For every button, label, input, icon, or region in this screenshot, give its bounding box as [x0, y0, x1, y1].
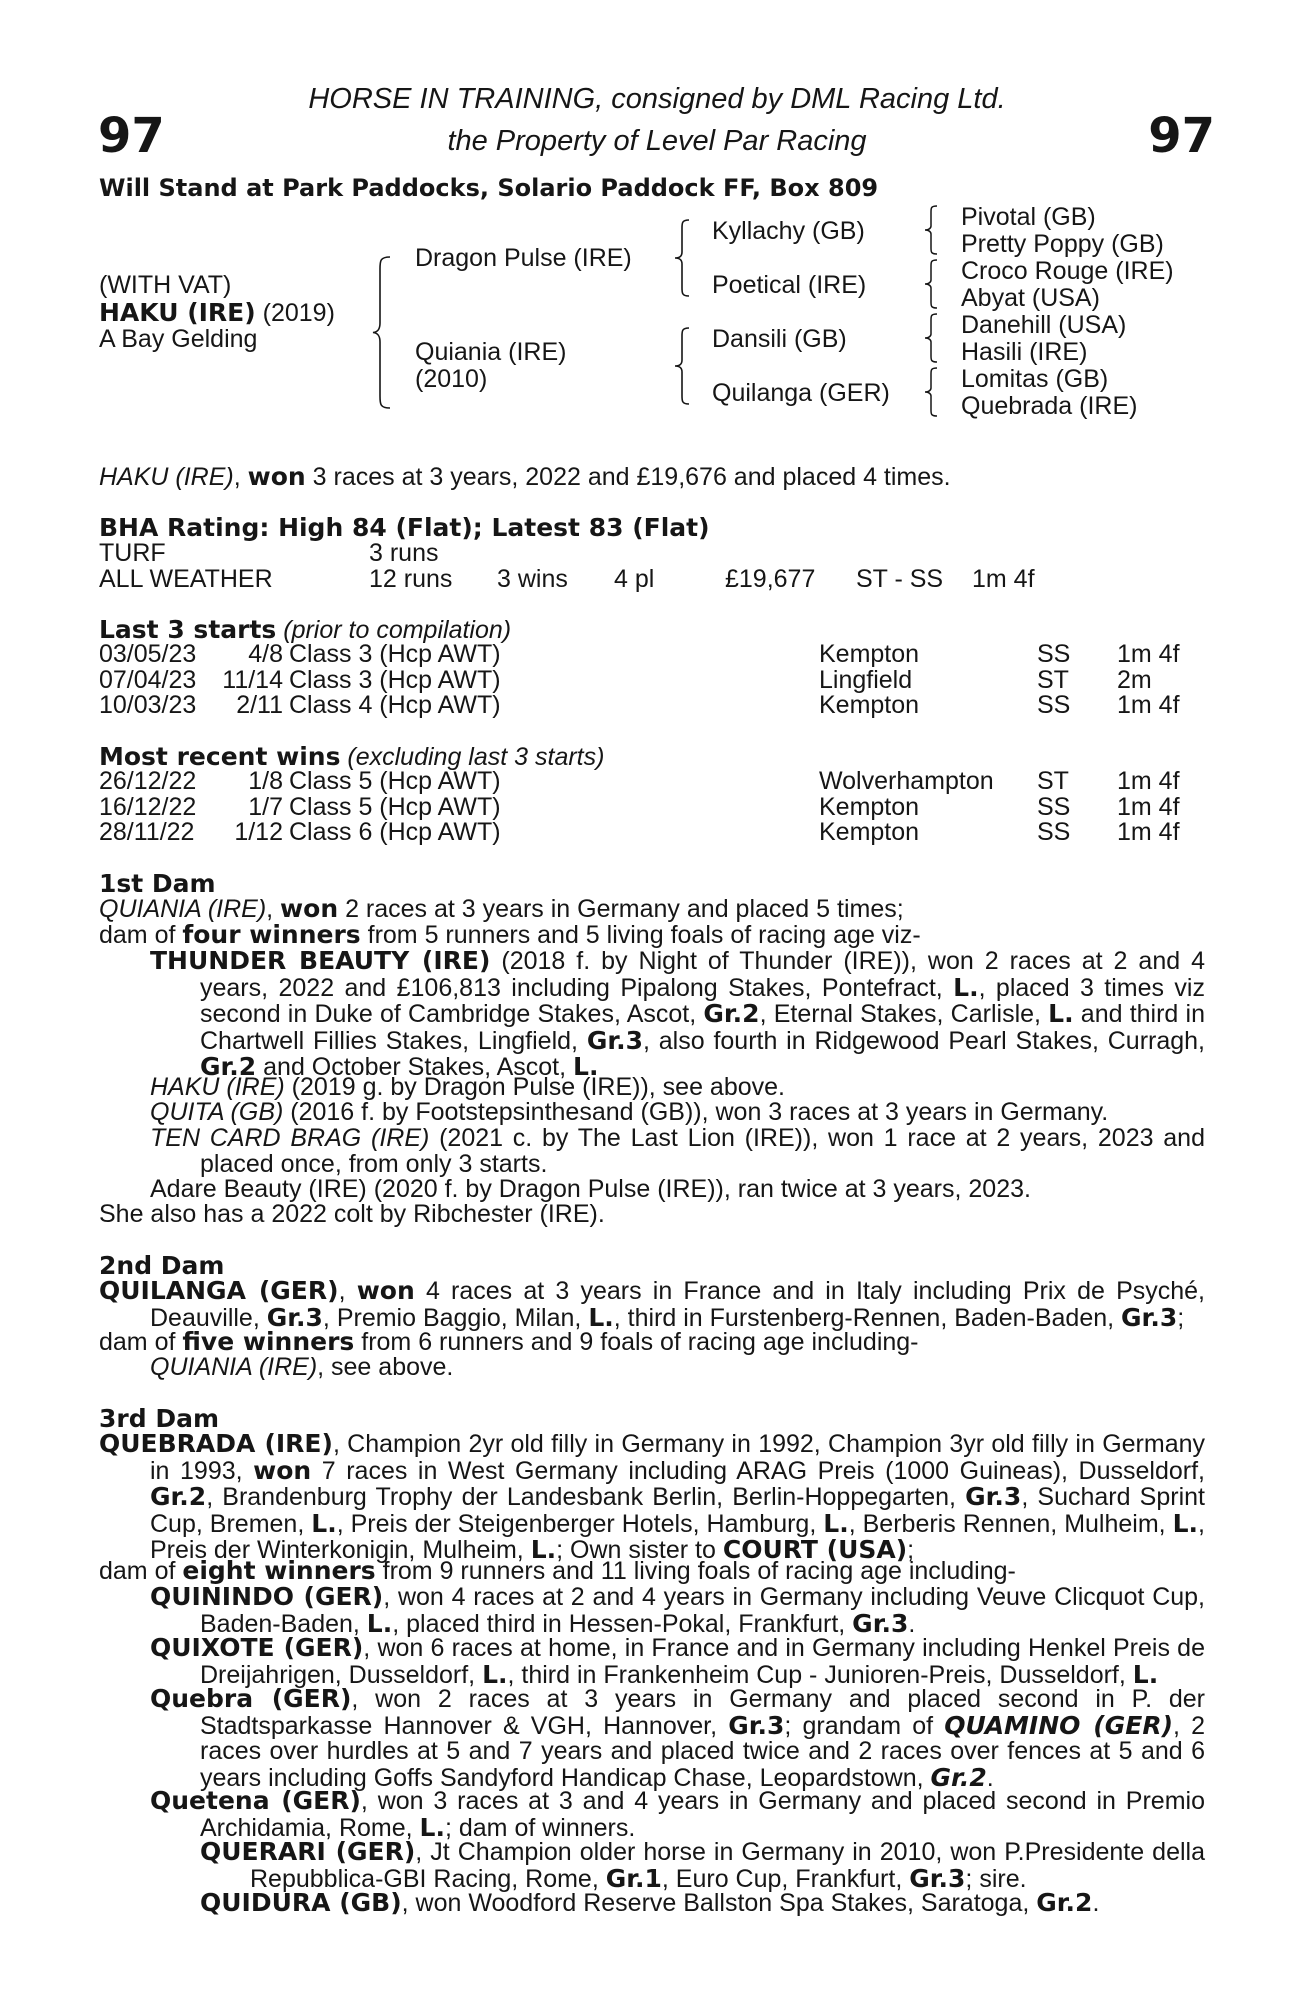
second-dam-text: L.: [588, 1302, 614, 1332]
progeny-name: HAKU (IRE): [150, 1073, 285, 1101]
grand-progeny-entry: [200, 1888, 1205, 1917]
last-3-date: 07/04/23: [99, 665, 197, 694]
pedigree-brace-4: [922, 204, 940, 256]
last-3-note: (prior to compilation): [276, 616, 512, 644]
lot-number-left: 97: [98, 108, 165, 164]
third-dam-text: from 9 runners and 11 living foals of racing age including-: [375, 1557, 1016, 1585]
last-3-title: Last 3 starts: [99, 615, 277, 644]
progeny-text: Gr.2: [200, 1052, 257, 1081]
pedigree-dsd: Hasili (IRE): [961, 338, 1088, 366]
progeny-text: , 2 races over hurdles at 5 and 7 years and placed twice and 2 races over fences at 5 and 6 years including Goffs Sandyford Handicap Chase, Leopardstown,: [200, 1711, 1205, 1792]
first-dam-text: 2 races at 3 years in Germany and placed 5 times;: [338, 895, 904, 923]
second-dam-text: 4 races at 3 years in France and in Italy including Prix de Psyché, Deauville,: [150, 1277, 1205, 1332]
last-3-course: Kempton: [819, 691, 920, 719]
progeny-text: ; grandam of: [784, 1711, 945, 1740]
recent-win-surface: SS: [1037, 818, 1071, 846]
progeny-text: and October Stakes, Ascot,: [256, 1053, 574, 1081]
pedigree-sire: Dragon Pulse (IRE): [415, 244, 632, 272]
third-dam-text: , Preis der Steigenberger Hotels, Hamburg,: [336, 1509, 824, 1538]
third-dam-text: , Suchard Sprint Cup, Bremen,: [150, 1483, 1205, 1538]
progeny-text: , also fourth in Ridgewood Pearl Stakes, Curragh,: [643, 1026, 1205, 1055]
aw-label: ALL WEATHER: [99, 565, 273, 593]
grand-progeny-text: QUERARI (GER): [200, 1837, 416, 1866]
progeny-text: , Eternal Stakes, Carlisle,: [759, 1000, 1049, 1028]
aw-surface: ST - SS: [856, 565, 944, 593]
third-dam-text: Gr.2: [150, 1482, 207, 1511]
progeny-entry: [150, 1786, 1205, 1842]
progeny-text: , won 3 races at 3 and 4 years in Germany and placed second in Premio Archidamia, Rome,: [200, 1787, 1205, 1842]
progeny-text: Quebra (GER): [150, 1684, 352, 1713]
progeny-name: Adare Beauty (IRE): [150, 1175, 367, 1203]
third-dam-text: ;: [907, 1536, 915, 1564]
first-dam-intro: [99, 896, 1205, 923]
second-dam-text: Gr.3: [1121, 1302, 1178, 1332]
recent-win-surface: ST: [1037, 767, 1069, 795]
recent-wins-title: Most recent wins: [99, 742, 341, 771]
third-dam-text: Gr.3: [965, 1482, 1022, 1511]
third-dam-text: , Champion 2yr old filly in Germany in 1992, Champion 3yr old filly in Germany in 1993,: [150, 1430, 1205, 1485]
pedigree-ddd: Quebrada (IRE): [961, 392, 1138, 420]
progeny-text: , placed third in Hessen-Pokal, Frankfurt,: [392, 1609, 853, 1638]
second-dam-text: , Premio Baggio, Milan,: [322, 1303, 589, 1332]
first-dam-heading: 1st Dam: [99, 869, 216, 898]
first-dam-text: QUIANIA (IRE): [99, 895, 267, 923]
third-dam-dam-of: [99, 1558, 1205, 1585]
vat-note: (WITH VAT): [99, 271, 232, 299]
recent-win-class: Class 6 (Hcp AWT): [289, 818, 501, 846]
race-summary: [99, 464, 951, 491]
progeny-text: L.: [1048, 999, 1074, 1028]
second-dam-text: , third in Furstenberg-Rennen, Baden-Baden,: [613, 1303, 1122, 1332]
property-line: the Property of Level Par Racing: [447, 125, 867, 157]
horse-description: A Bay Gelding: [99, 325, 258, 353]
grand-progeny-text: .: [1092, 1889, 1100, 1917]
turf-runs: 3 runs: [369, 539, 439, 567]
third-dam-text: QUEBRADA (IRE): [99, 1429, 333, 1458]
last-3-course: Kempton: [819, 640, 920, 668]
recent-win-pos: 1/12: [234, 818, 283, 846]
progeny-text: L.: [1132, 1659, 1159, 1689]
grand-progeny-text: Gr.1: [605, 1863, 662, 1893]
third-dam-text: dam of: [99, 1557, 183, 1585]
progeny-text: ; dam of winners.: [444, 1813, 636, 1842]
grand-progeny-text: , won Woodford Reserve Ballston Spa Stakes, Saratoga,: [401, 1889, 1037, 1917]
grand-progeny-entry: [200, 1837, 1205, 1893]
progeny-text: (2018 f. by Night of Thunder (IRE)), won 2 races at 2 and 4 years, 2022 and £106,813 including Pipalong Stakes, Pontefract,: [200, 947, 1206, 1002]
aw-distance: 1m 4f: [972, 565, 1035, 593]
third-dam-text: L.: [530, 1535, 557, 1564]
progeny-text: Gr.3: [586, 1025, 643, 1055]
recent-wins-note: (excluding last 3 starts): [340, 743, 605, 771]
first-dam-text: four winners: [182, 920, 361, 949]
recent-win-dist: 1m 4f: [1117, 767, 1180, 795]
bha-rating: BHA Rating: High 84 (Flat); Latest 83 (Flat): [99, 513, 710, 542]
recent-win-class: Class 5 (Hcp AWT): [289, 792, 501, 821]
first-dam-text: ,: [266, 895, 281, 923]
last-3-class: Class 3 (Hcp AWT): [289, 640, 501, 668]
grand-progeny-text: , Euro Cup, Frankfurt,: [661, 1864, 910, 1893]
summary-won: won: [247, 462, 306, 491]
pedigree-sss: Pivotal (GB): [961, 203, 1096, 231]
progeny-text: Gr.2: [930, 1762, 987, 1792]
pedigree-dss: Danehill (USA): [961, 311, 1127, 339]
aw-earnings: £19,677: [725, 565, 816, 593]
pedigree-brace-5: [922, 258, 940, 310]
progeny-text: and third in Chartwell Fillies Stakes, Lingfield,: [200, 1000, 1205, 1055]
recent-win-pos: 1/7: [248, 792, 283, 821]
pedigree-brace-7: [922, 366, 940, 418]
progeny-text: , third in Frankenheim Cup - Junioren-Preis, Dusseldorf,: [507, 1660, 1133, 1689]
last-3-date: 03/05/23: [99, 640, 197, 668]
progeny-text: , won 6 races at home, in France and in Germany including Henkel Preis de Dreijahrigen, Dusseldorf,: [200, 1634, 1205, 1689]
first-dam-dam-of: [99, 922, 1205, 949]
horse-title: [99, 299, 335, 327]
second-dam-heading: 2nd Dam: [99, 1251, 225, 1280]
horse-year: (2019): [255, 299, 335, 327]
progeny-text: .: [986, 1763, 994, 1792]
progeny-text: L.: [482, 1659, 508, 1689]
progeny-text: L.: [573, 1052, 599, 1081]
pedigree-sire-dam: Poetical (IRE): [712, 271, 867, 299]
third-dam-heading: 3rd Dam: [99, 1404, 219, 1433]
recent-win-surface: SS: [1037, 792, 1071, 821]
third-dam-text: , Preis der Winterkonigin, Mulheim,: [150, 1509, 1205, 1564]
second-dam-text: from 6 runners and 9 foals of racing age including-: [354, 1328, 919, 1356]
progeny-entry: [150, 1175, 1205, 1203]
progeny-text: (2021 c. by The Last Lion (IRE)), won 1 race at 2 years, 2023 and placed once, from only 3 starts.: [200, 1124, 1205, 1178]
summary-comma: ,: [233, 463, 248, 491]
second-dam-dam-of: [99, 1329, 1205, 1356]
recent-win-course: Wolverhampton: [819, 767, 994, 795]
aw-runs: 12 runs: [369, 565, 453, 593]
last-3-pos: 11/14: [222, 665, 283, 694]
progeny-entry: [150, 1124, 1205, 1178]
third-dam-text: , Berberis Rennen, Mulheim,: [848, 1509, 1173, 1538]
second-dam-progeny-text: , see above.: [317, 1353, 454, 1381]
pedigree-dam-sire: Dansili (GB): [712, 325, 847, 353]
progeny-text: , won 2 races at 3 years in Germany and placed second in P. der Stadtsparkasse Hannover & VGH, Hannover,: [200, 1685, 1205, 1740]
third-dam-body: [99, 1429, 1205, 1564]
pedigree-brace-1: [370, 255, 394, 410]
progeny-name: TEN CARD BRAG (IRE): [150, 1124, 430, 1152]
progeny-text: , placed 3 times viz second in Duke of Cambridge Stakes, Ascot,: [200, 973, 1205, 1028]
turf-label: TURF: [99, 539, 166, 567]
third-dam-text: L.: [1172, 1508, 1199, 1538]
grand-progeny-text: , Jt Champion older horse in Germany in 2010, won P.Presidente della Repubblica-GBI Racing, Rome,: [250, 1838, 1205, 1893]
second-dam-text: ;: [1177, 1303, 1185, 1332]
progeny-text: QUININDO (GER): [150, 1582, 384, 1611]
second-dam-progeny: [150, 1355, 1205, 1381]
progeny-entry: [150, 1582, 1205, 1638]
summary-text: 3 races at 3 years, 2022 and £19,676 and placed 4 times.: [305, 463, 951, 491]
third-dam-text: , Brandenburg Trophy der Landesbank Berlin, Berlin-Hoppegarten,: [206, 1483, 966, 1511]
pedigree-brace-3: [672, 326, 692, 406]
recent-win-date: 16/12/22: [99, 792, 197, 821]
grand-progeny-text: Gr.2: [1036, 1888, 1093, 1917]
second-dam-text: QUILANGA (GER): [99, 1276, 339, 1305]
summary-horse-name: HAKU (IRE): [99, 463, 234, 491]
aw-placed: 4 pl: [614, 565, 655, 593]
pedigree-dam: Quiania (IRE): [415, 338, 567, 366]
last-3-dist: 2m: [1117, 665, 1152, 694]
recent-win-course: Kempton: [819, 792, 920, 821]
progeny-entry: [150, 1633, 1205, 1689]
third-dam-text: COURT (USA): [722, 1535, 908, 1564]
last-3-surface: ST: [1037, 665, 1069, 694]
pedigree-dam-dam: Quilanga (GER): [712, 379, 890, 407]
second-dam-progeny-text: QUIANIA (IRE): [150, 1353, 318, 1381]
third-dam-text: L.: [311, 1508, 337, 1538]
second-dam-text: Gr.3: [266, 1302, 323, 1332]
horse-name: HAKU (IRE): [99, 298, 256, 327]
aw-wins: 3 wins: [497, 565, 568, 593]
lot-number-right: 97: [1148, 108, 1215, 164]
progeny-text: Gr.2: [703, 999, 760, 1028]
third-dam-text: eight winners: [182, 1556, 376, 1585]
pedigree-sdd: Abyat (USA): [961, 284, 1100, 312]
progeny-text: Quetena (GER): [150, 1786, 361, 1815]
last-3-surface: SS: [1037, 691, 1071, 719]
recent-win-date: 26/12/22: [99, 767, 197, 795]
stand-line: Will Stand at Park Paddocks, Solario Paddock FF, Box 809: [99, 174, 879, 202]
progeny-text: Gr.3: [728, 1710, 785, 1740]
last-3-date: 10/03/23: [99, 691, 197, 719]
third-dam-text: ; Own sister to: [556, 1536, 723, 1564]
progeny-name: THUNDER BEAUTY (IRE): [150, 946, 491, 975]
second-dam-text: won: [356, 1276, 415, 1305]
pedigree-sds: Croco Rouge (IRE): [961, 257, 1174, 285]
last-3-class: Class 3 (Hcp AWT): [289, 665, 501, 694]
pedigree-dds: Lomitas (GB): [961, 365, 1109, 393]
last-3-course: Lingfield: [819, 665, 913, 694]
progeny-text: L.: [419, 1812, 445, 1842]
last-3-dist: 1m 4f: [1117, 640, 1180, 668]
progeny-entry: [150, 1684, 1205, 1792]
grand-progeny-text: ; sire.: [965, 1864, 1027, 1893]
second-dam-text: dam of: [99, 1328, 183, 1356]
progeny-text: (2019 g. by Dragon Pulse (IRE)), see above.: [284, 1073, 785, 1101]
consignor-line: HORSE IN TRAINING, consigned by DML Racing Ltd.: [308, 83, 1006, 115]
second-dam-text: ,: [338, 1277, 357, 1305]
last-3-surface: SS: [1037, 640, 1071, 668]
pedigree-brace-6: [922, 312, 940, 364]
last-3-pos: 2/11: [236, 691, 283, 719]
last-3-class: Class 4 (Hcp AWT): [289, 691, 501, 719]
first-dam-also: She also has a 2022 colt by Ribchester (IRE).: [99, 1200, 605, 1228]
progeny-text: Gr.3: [852, 1608, 909, 1638]
pedigree-ssd: Pretty Poppy (GB): [961, 230, 1164, 258]
recent-win-dist: 1m 4f: [1117, 818, 1180, 846]
grand-progeny-text: QUIDURA (GB): [200, 1888, 402, 1917]
progeny-text: QUIXOTE (GER): [150, 1633, 364, 1662]
second-dam-text: five winners: [182, 1327, 355, 1356]
second-dam-body: [99, 1276, 1205, 1332]
recent-win-date: 28/11/22: [99, 818, 195, 846]
pedigree-brace-2: [672, 218, 692, 298]
recent-win-dist: 1m 4f: [1117, 792, 1180, 821]
pedigree-sire-sire: Kyllachy (GB): [712, 217, 865, 245]
progeny-entry: [150, 1098, 1205, 1126]
progeny-text: .: [908, 1609, 916, 1638]
pedigree-dam-year: (2010): [415, 365, 488, 393]
progeny-entry: [150, 946, 1206, 1081]
first-dam-text: won: [280, 894, 339, 923]
progeny-text: L.: [366, 1608, 393, 1638]
third-dam-text: L.: [823, 1508, 849, 1538]
last-3-dist: 1m 4f: [1117, 691, 1180, 719]
grand-progeny-text: Gr.3: [909, 1863, 966, 1893]
recent-win-course: Kempton: [819, 818, 920, 846]
progeny-text: QUAMINO (GER): [944, 1710, 1173, 1740]
progeny-name: QUITA (GB): [150, 1098, 284, 1126]
first-dam-text: from 5 runners and 5 living foals of racing age viz-: [360, 921, 921, 949]
third-dam-text: won: [253, 1455, 312, 1485]
recent-win-class: Class 5 (Hcp AWT): [289, 767, 501, 795]
progeny-text: (2016 f. by Footstepsinthesand (GB)), won 3 races at 3 years in Germany.: [283, 1098, 1109, 1126]
progeny-text: (2020 f. by Dragon Pulse (IRE)), ran twice at 3 years, 2023.: [366, 1175, 1031, 1203]
first-dam-text: dam of: [99, 921, 183, 949]
progeny-entry: [150, 1073, 1205, 1101]
recent-win-pos: 1/8: [248, 767, 283, 795]
progeny-text: , won 4 races at 2 and 4 years in Germany including Veuve Clicquot Cup, Baden-Baden,: [200, 1583, 1205, 1638]
third-dam-text: 7 races in West Germany including ARAG Preis (1000 Guineas), Dusseldorf,: [311, 1456, 1205, 1485]
progeny-text: L.: [953, 972, 979, 1002]
last-3-pos: 4/8: [248, 640, 283, 668]
